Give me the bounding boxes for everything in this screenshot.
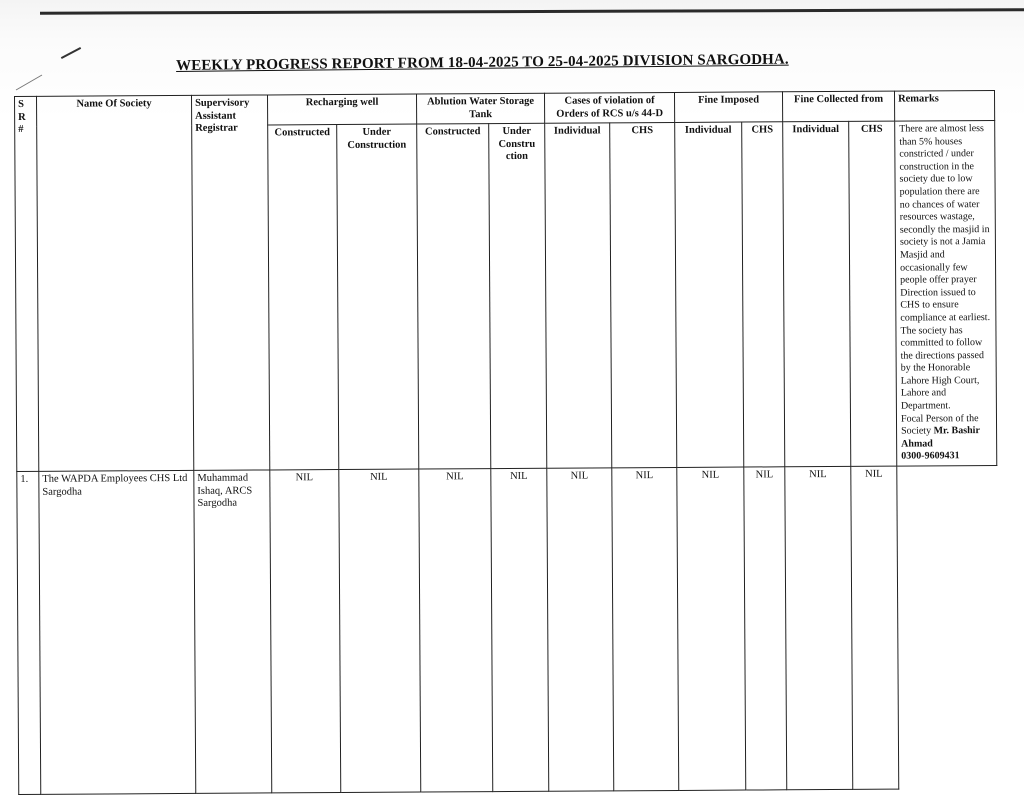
subheader-rw-constructed: Constructed xyxy=(268,125,339,470)
cell-rw-under: NIL xyxy=(339,469,421,792)
subheader-vc-individual: Individual xyxy=(545,123,612,468)
subheader-fi-chs: CHS xyxy=(742,122,785,467)
cell-fi-chs: NIL xyxy=(744,467,787,790)
header-fine-imposed: Fine Imposed xyxy=(675,92,783,123)
header-ablution-tank: Ablution Water Storage Tank xyxy=(416,93,544,124)
progress-table xyxy=(14,90,999,795)
header-fine-collected: Fine Collected from xyxy=(783,91,895,122)
cell-at-constructed: NIL xyxy=(419,469,493,792)
subheader-vc-chs: CHS xyxy=(610,122,677,467)
subheader-rw-under: Under Construction xyxy=(337,124,419,470)
cell-sr: 1. xyxy=(17,471,41,794)
report-title: WEEKLY PROGRESS REPORT FROM 18-04-2025 TO 25-04-2025 DIVISION SARGODHA. xyxy=(176,51,789,74)
header-society: Name Of Society xyxy=(37,95,194,471)
remarks-cell xyxy=(895,121,997,467)
subheader-fi-individual: Individual xyxy=(675,122,744,467)
header-violation-cases: Cases of violation of Orders of RCS u/s 44-D xyxy=(545,92,675,123)
cell-society: The WAPDA Employees CHS Ltd Sargodha xyxy=(39,470,196,794)
subheader-at-under: Under Constru ction xyxy=(489,123,547,468)
focal-person-name: Mr. Bashir Ahmad xyxy=(901,425,980,450)
cell-fc-individual: NIL xyxy=(785,466,853,789)
subheader-at-constructed: Constructed xyxy=(417,124,491,469)
cell-at-under: NIL xyxy=(491,468,549,791)
remarks-text-1: There are almost less than 5% houses constricted / under construction in the society due to low population there are no chances of water resources wastage, secondly the masjid in society is not a Jamia Masjid and occasionally few people offer prayer Direction issued to CHS to ensure compliance at earliest. xyxy=(899,123,991,324)
cell-rw-constructed: NIL xyxy=(270,470,341,793)
paper-top-edge xyxy=(40,8,1024,14)
staple-mark xyxy=(61,47,81,59)
table-row xyxy=(17,466,999,795)
cell-fc-chs: NIL xyxy=(851,466,899,789)
header-remarks: Remarks xyxy=(895,91,995,122)
subheader-fc-chs: CHS xyxy=(849,121,897,466)
cell-fi-individual: NIL xyxy=(677,467,746,790)
header-registrar: Supervisory Assistant Registrar xyxy=(191,95,269,470)
remarks-text-2: The society has committed to follow the directions passed by the Honorable Lahore High Court, Lahore and Department. xyxy=(900,324,984,412)
header-sr: S R # xyxy=(15,96,39,471)
cell-registrar: Muhammad Ishaq, ARCS Sargodha xyxy=(194,470,272,793)
remarks-text-3: Focal Person of the Society xyxy=(900,412,979,437)
cell-vc-individual: NIL xyxy=(547,468,614,791)
header-recharging-well: Recharging well xyxy=(267,94,416,125)
staple-shadow xyxy=(16,75,42,91)
cell-vc-chs: NIL xyxy=(612,467,679,790)
report-sheet xyxy=(14,90,999,795)
focal-person-phone: 0300-9609431 xyxy=(901,450,960,463)
subheader-fc-individual: Individual xyxy=(783,121,851,466)
